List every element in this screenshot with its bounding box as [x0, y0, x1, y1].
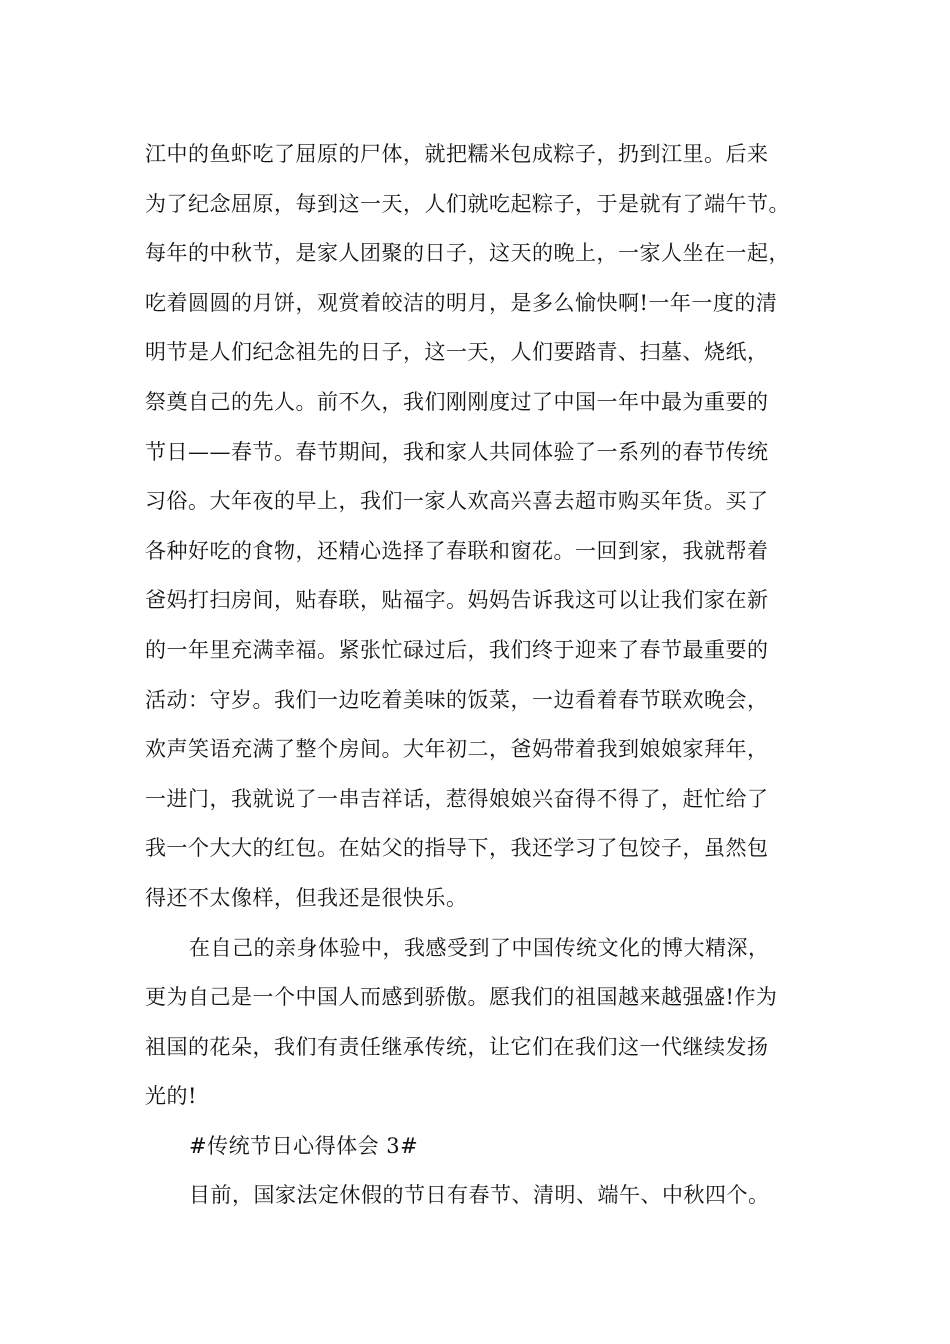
text-line: 每年的中秋节，是家人团聚的日子，这天的晚上，一家人坐在一起， — [145, 241, 790, 266]
document-body — [145, 130, 825, 1221]
text-line: 明节是人们纪念祖先的日子，这一天，人们要踏青、扫墓、烧纸， — [145, 340, 769, 365]
paragraph-2 — [145, 924, 825, 1122]
text-line: 光的! — [145, 1084, 197, 1109]
text-line: 习俗。大年夜的早上，我们一家人欢高兴喜去超市购买年货。买了 — [145, 489, 769, 514]
text-line: 为了纪念屈原，每到这一天，人们就吃起粽子，于是就有了端午节。 — [145, 191, 790, 216]
section-heading: #传统节日心得体会 3# — [189, 1133, 419, 1158]
text-line: 各种好吃的食物，还精心选择了春联和窗花。一回到家，我就帮着 — [145, 538, 769, 563]
text-line: 活动：守岁。我们一边吃着美味的饭菜，一边看着春节联欢晚会， — [145, 687, 769, 712]
text-line: 祖国的花朵，我们有责任继承传统，让它们在我们这一代继续发扬 — [145, 1034, 769, 1059]
text-line: 欢声笑语充满了整个房间。大年初二，爸妈带着我到娘娘家拜年， — [145, 737, 769, 762]
text-line: 节日——春节。春节期间，我和家人共同体验了一系列的春节传统 — [145, 439, 769, 464]
text-line: 在自己的亲身体验中，我感受到了中国传统文化的博大精深， — [189, 935, 770, 960]
text-line: 得还不太像样，但我还是很快乐。 — [145, 885, 468, 910]
text-line: 祭奠自己的先人。前不久，我们刚刚度过了中国一年中最为重要的 — [145, 389, 769, 414]
text-line: 爸妈打扫房间，贴春联，贴福字。妈妈告诉我这可以让我们家在新 — [145, 588, 769, 613]
text-line: 的一年里充满幸福。紧张忙碌过后，我们终于迎来了春节最重要的 — [145, 637, 769, 662]
paragraph-3 — [145, 1171, 825, 1221]
text-line: 江中的鱼虾吃了屈原的尸体，就把糯米包成粽子，扔到江里。后来 — [145, 142, 769, 166]
text-line: 吃着圆圆的月饼，观赏着皎洁的明月，是多么愉快啊!一年一度的清 — [145, 290, 778, 315]
paragraph-1 — [145, 130, 825, 924]
text-line: 我一个大大的红包。在姑父的指导下，我还学习了包饺子，虽然包 — [145, 836, 769, 861]
text-line: 一进门，我就说了一串吉祥话，惹得娘娘兴奋得不得了，赶忙给了 — [145, 786, 769, 811]
text-line: 目前，国家法定休假的节日有春节、清明、端午、中秋四个。 — [189, 1183, 770, 1208]
text-line: 更为自己是一个中国人而感到骄傲。愿我们的祖国越来越强盛!作为 — [145, 985, 778, 1010]
